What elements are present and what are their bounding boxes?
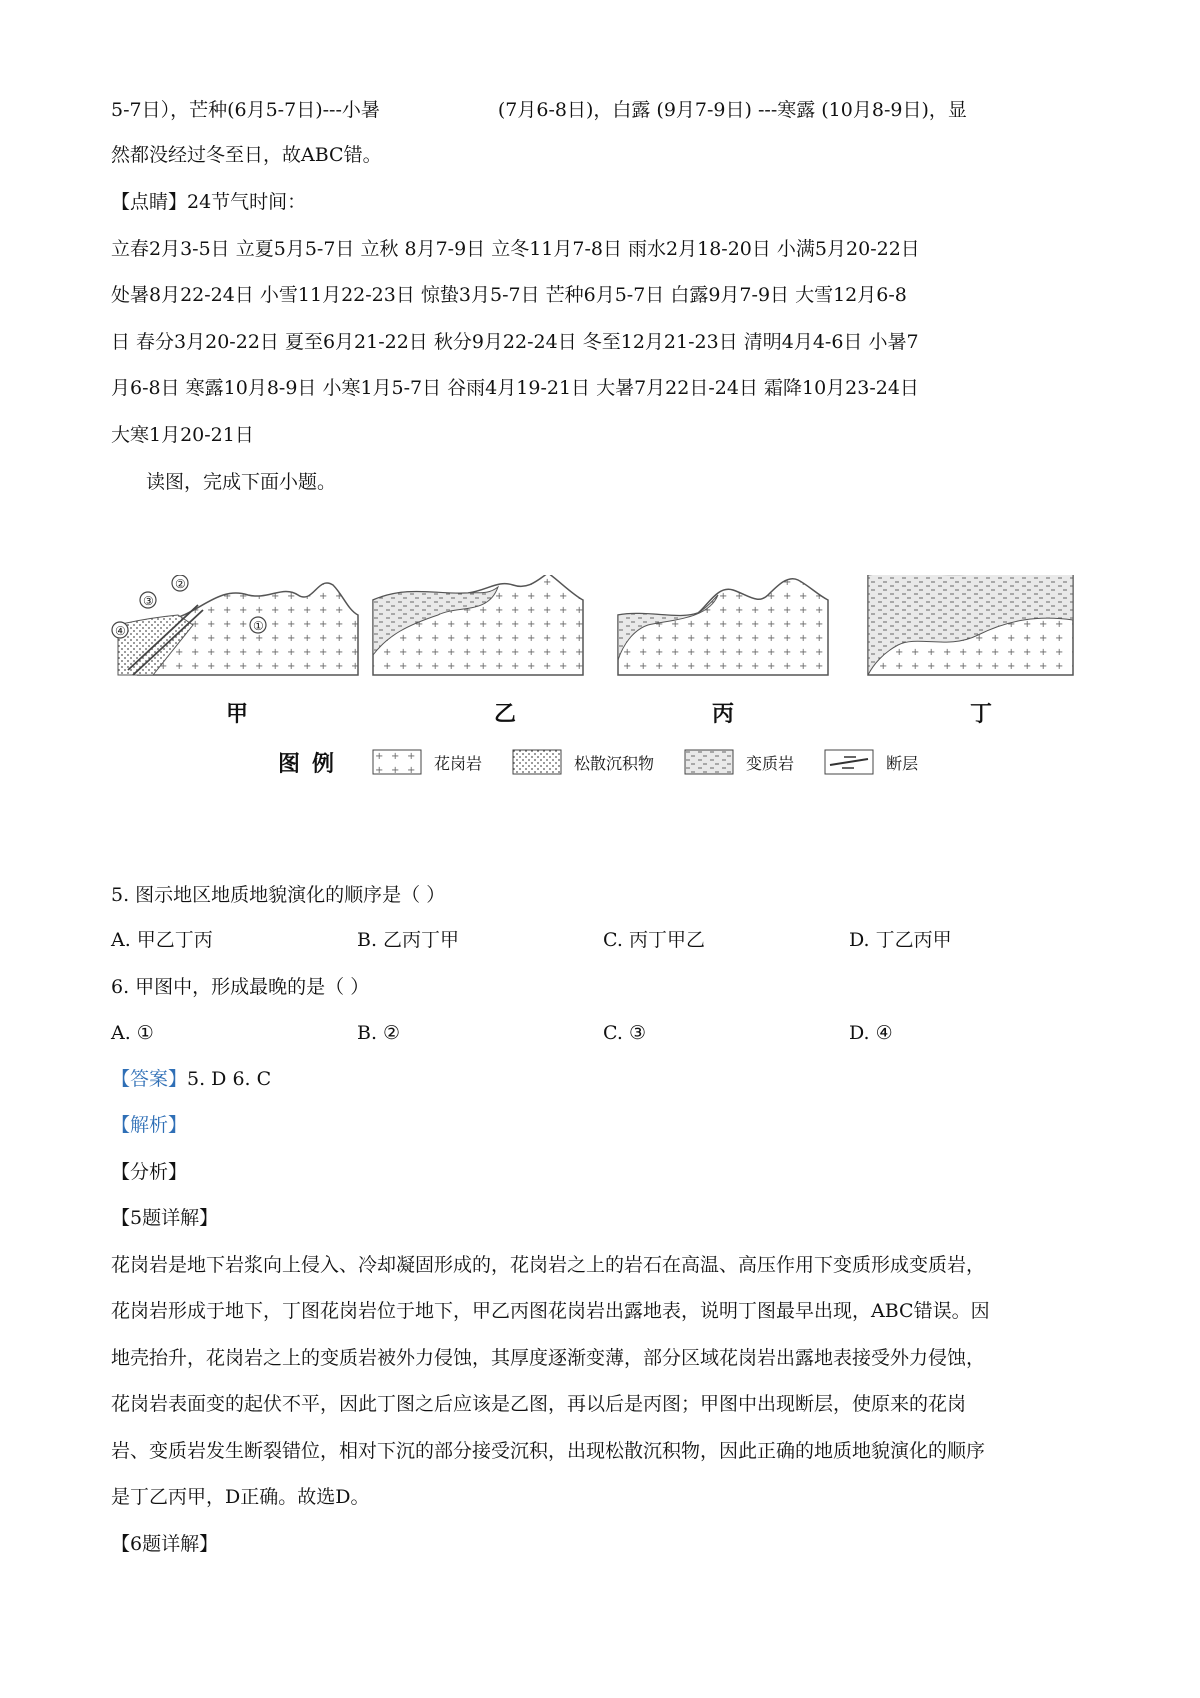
question-6-option-d: D. ④ <box>849 1022 893 1044</box>
legend-fault <box>824 749 918 775</box>
intro-line-1-b: (7月6-8日)，白露 (9月7-9日) ---寒露 (10月8-9日)，显 <box>497 99 967 121</box>
dianjing-line: 日 春分3月20-22日 夏至6月21-22日 秋分9月22-24日 冬至12月21-23日 清明4月4-6日 小暑7 <box>111 331 919 353</box>
answer-label: 【答案】 <box>111 1068 188 1090</box>
q6-detail-title: 【6题详解】 <box>111 1533 219 1555</box>
question-6-option-c: C. ③ <box>603 1022 646 1044</box>
granite-swatch-icon <box>372 749 422 775</box>
fault-swatch-icon <box>824 749 874 775</box>
question-5-stem: 5. 图示地区地质地貌演化的顺序是（ ） <box>111 884 446 906</box>
legend-fault-label: 断层 <box>886 753 919 773</box>
intro-line-2: 然都没经过冬至日，故ABC错。 <box>111 144 382 166</box>
legend-title: 图例 <box>278 750 347 777</box>
question-6-option-b: B. ② <box>357 1022 401 1044</box>
q5-detail-line: 是丁乙丙甲，D正确。故选D。 <box>111 1486 370 1508</box>
legend-sediment-label: 松散沉积物 <box>574 753 655 773</box>
marker-1-label: ① <box>253 619 264 633</box>
legend-granite-label: 花岗岩 <box>434 753 483 773</box>
read-prompt: 读图，完成下面小题。 <box>146 471 337 493</box>
geology-figure <box>108 575 1178 795</box>
dianjing-line: 处暑8月22-24日 小雪11月22-23日 惊蛰3月5-7日 芒种6月5-7日 白露9月7-9日 大雪12月6-8 <box>111 284 907 306</box>
question-5-option-a: A. 甲乙丁丙 <box>111 929 213 951</box>
question-6-stem: 6. 甲图中，形成最晚的是（ ） <box>111 976 370 998</box>
panel-label-jia: 甲 <box>226 701 249 727</box>
panel-label-ding: 丁 <box>970 701 993 727</box>
question-5-option-c: C. 丙丁甲乙 <box>603 929 705 951</box>
q5-detail-title: 【5题详解】 <box>111 1207 219 1229</box>
fenxi-heading: 【分析】 <box>111 1161 188 1183</box>
legend-metamorphic-label: 变质岩 <box>746 753 795 773</box>
panel-label-bing: 丙 <box>712 701 735 727</box>
metamorphic-swatch-icon <box>684 749 734 775</box>
dianjing-title: 【点睛】24节气时间： <box>111 191 307 213</box>
question-5-option-d: D. 丁乙丙甲 <box>849 929 952 951</box>
question-5-option-b: B. 乙丙丁甲 <box>357 929 460 951</box>
q5-detail-line: 花岗岩表面变的起伏不平，因此丁图之后应该是乙图，再以后是丙图；甲图中出现断层，使原来的花岗 <box>111 1393 967 1415</box>
intro-line-1-a: 5-7日），芒种(6月5-7日)---小暑 <box>111 99 380 121</box>
panel-jia-section <box>112 575 358 675</box>
marker-4-label: ④ <box>115 624 126 638</box>
q5-detail-line: 地壳抬升，花岗岩之上的变质岩被外力侵蚀，其厚度逐渐变薄，部分区域花岗岩出露地表接受外力侵蚀， <box>111 1347 986 1369</box>
legend-sediment <box>512 749 654 775</box>
panel-yi-section <box>373 575 583 675</box>
cross-sections <box>108 575 1178 735</box>
dianjing-line: 大寒1月20-21日 <box>111 424 254 446</box>
panel-label-yi: 乙 <box>494 701 517 727</box>
panel-bing-section <box>618 579 828 675</box>
legend <box>278 745 948 779</box>
q5-detail-line: 花岗岩是地下岩浆向上侵入、冷却凝固形成的，花岗岩之上的岩石在高温、高压作用下变质形成变质岩， <box>111 1254 986 1276</box>
q5-detail-line: 花岗岩形成于地下，丁图花岗岩位于地下，甲乙丙图花岗岩出露地表，说明丁图最早出现，ABC错误。因 <box>111 1300 990 1322</box>
marker-3-label: ③ <box>143 594 154 608</box>
sediment-swatch-icon <box>512 749 562 775</box>
question-6-option-a: A. ① <box>111 1022 154 1044</box>
answer-text: 5. D 6. C <box>187 1068 272 1090</box>
q5-detail-line: 岩、变质岩发生断裂错位，相对下沉的部分接受沉积，出现松散沉积物，因此正确的地质地貌演化的顺序 <box>111 1440 986 1462</box>
intro-line-1 <box>111 98 967 122</box>
panel-ding-section <box>868 575 1073 675</box>
legend-granite <box>372 749 482 775</box>
jiexi-heading: 【解析】 <box>111 1114 188 1136</box>
dianjing-line: 立春2月3-5日 立夏5月5-7日 立秋 8月7-9日 立冬11月7-8日 雨水2月18-20日 小满5月20-22日 <box>111 238 920 260</box>
dianjing-line: 月6-8日 寒露10月8-9日 小寒1月5-7日 谷雨4月19-21日 大暑7月22日-24日 霜降10月23-24日 <box>111 377 919 399</box>
marker-2-label: ② <box>175 577 186 591</box>
legend-metamorphic <box>684 749 794 775</box>
answer <box>111 1067 271 1091</box>
